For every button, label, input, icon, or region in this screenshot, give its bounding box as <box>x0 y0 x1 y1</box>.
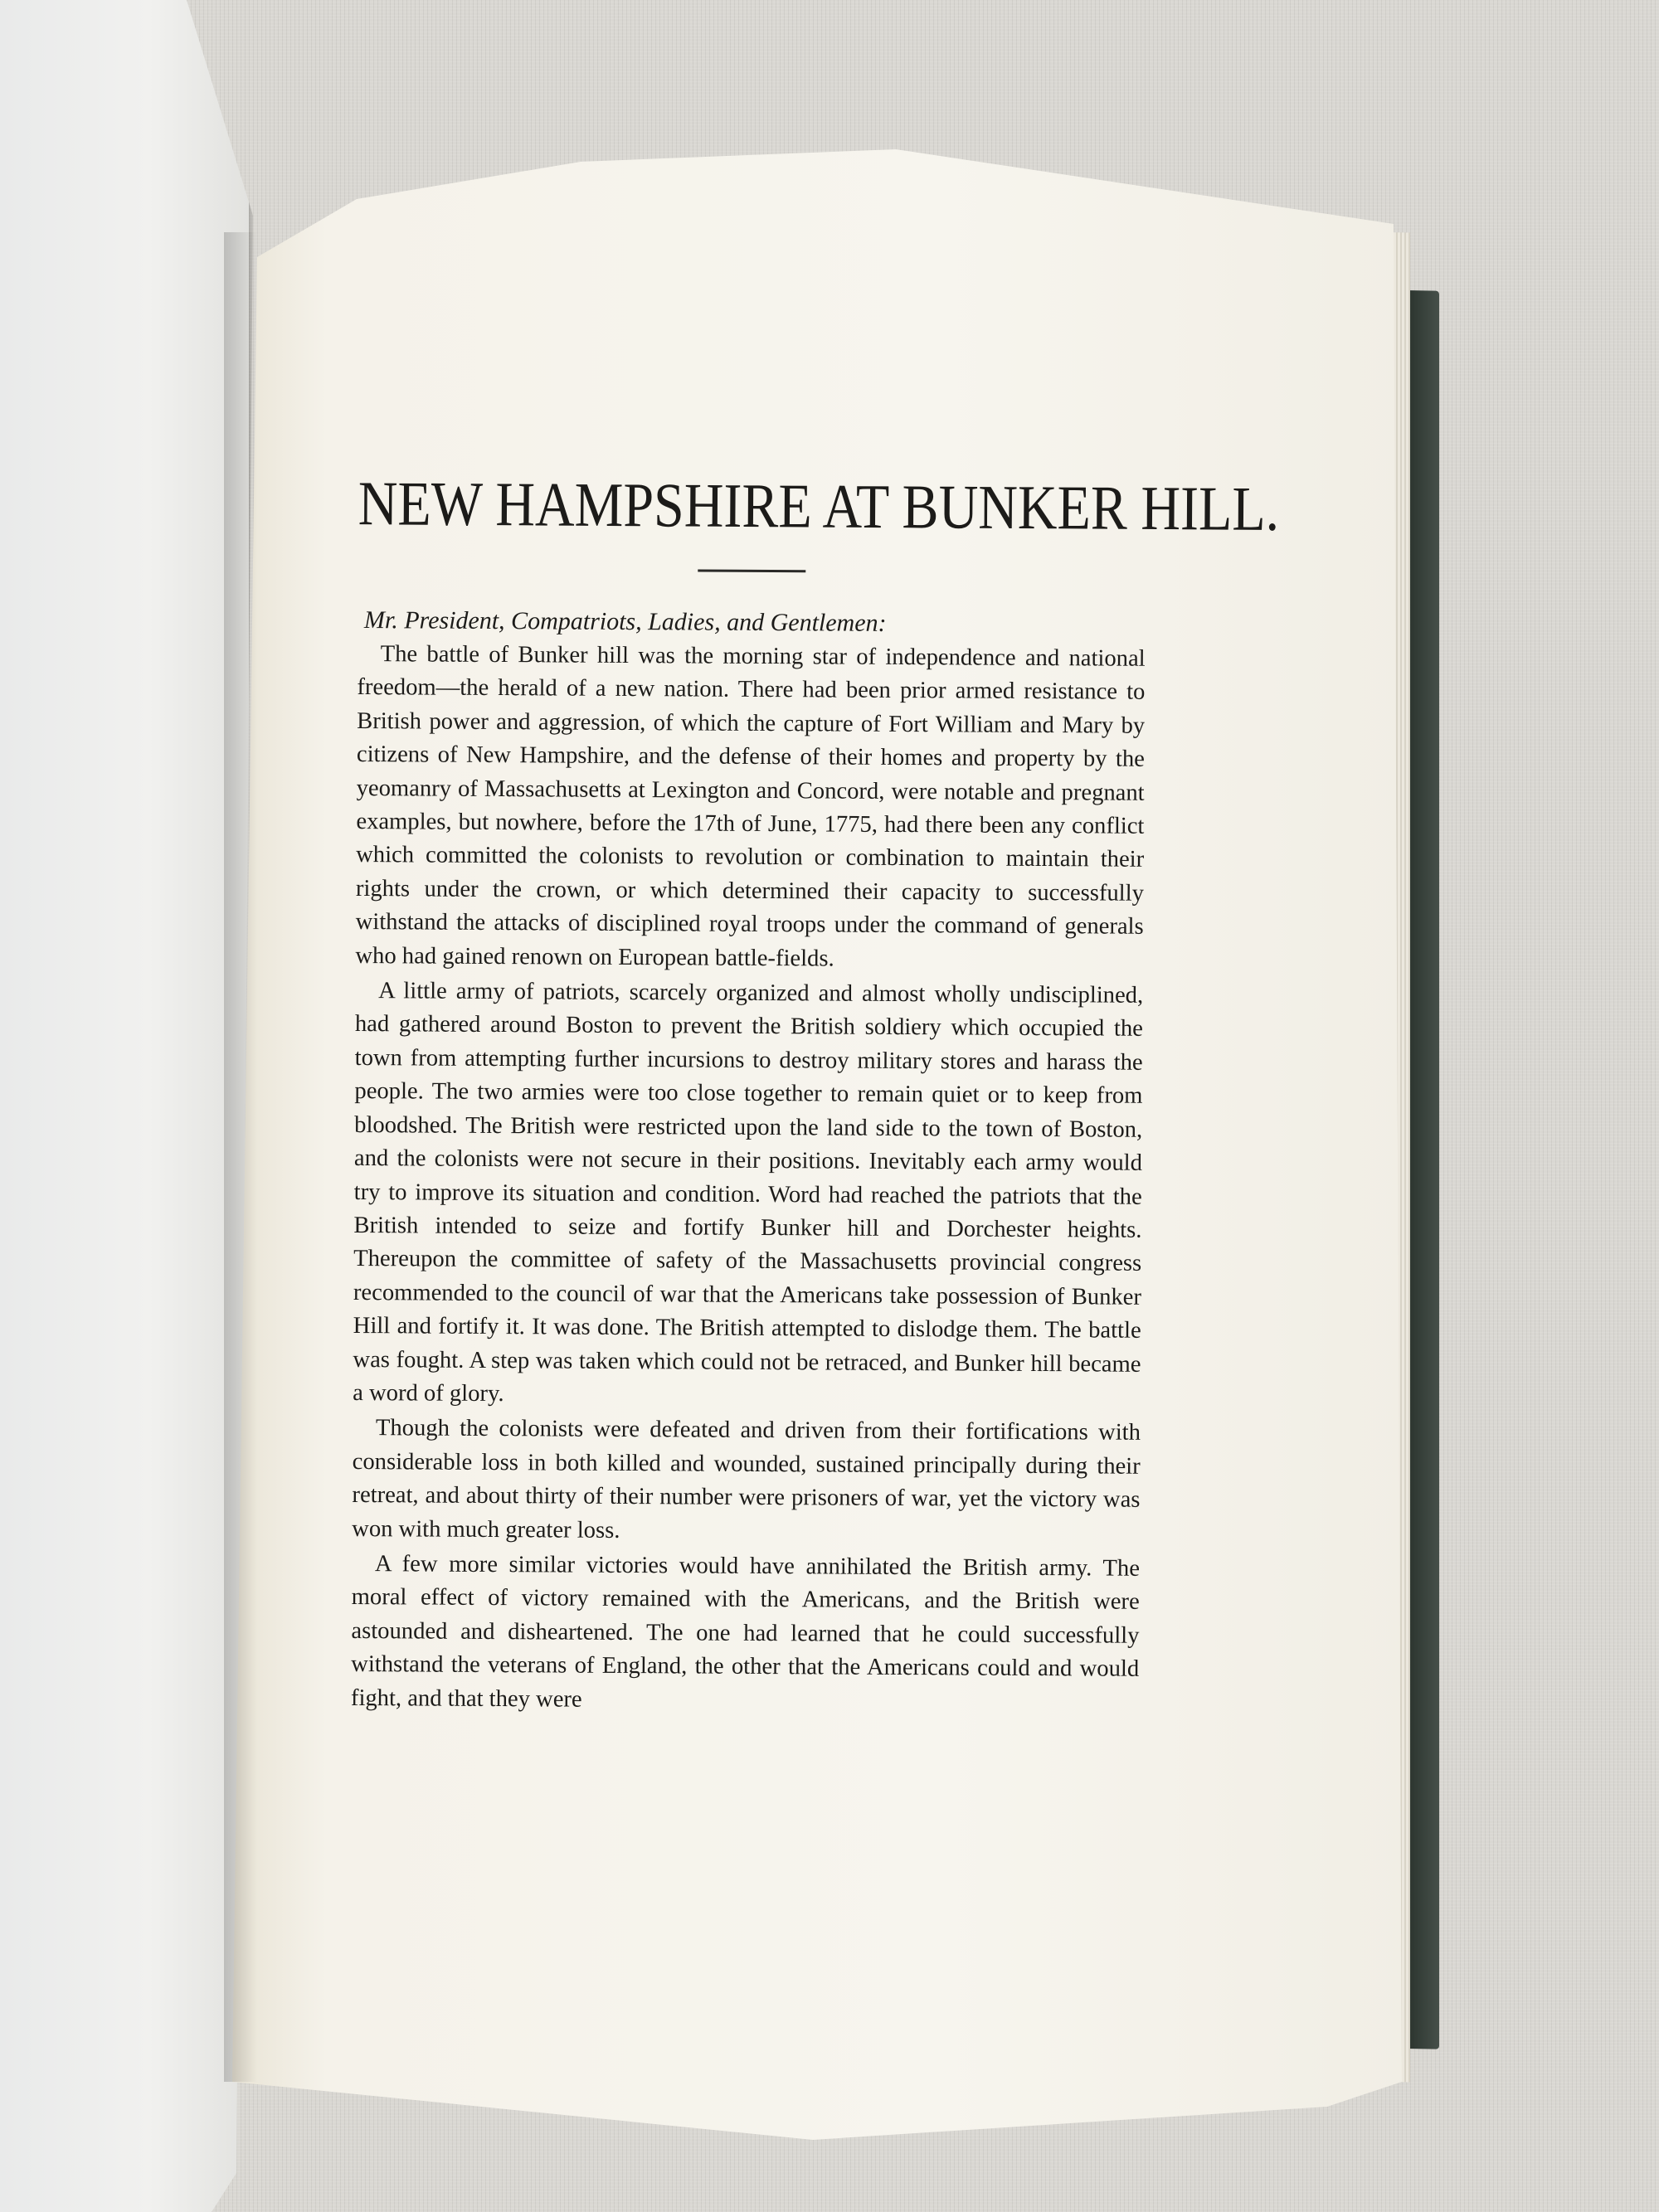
gutter-shadow <box>224 232 257 2082</box>
paragraph-4: A few more similar victories would have annihilated the British army. The moral effect of victory remained with the Americans, and the British were astounded and disheartened. The one had learned that he could successfully withstand the veterans of England, the other that the Americans could and would fight, and that they were <box>350 1551 1141 1713</box>
title-divider <box>698 570 805 573</box>
page-title: NEW HAMPSHIRE AT BUNKER HILL. <box>358 469 1280 545</box>
paragraph-1: The battle of Bunker hill was the morning star of independence and national freedom—the herald of a new nation. There had been prior armed resistance to British power and aggression, of which the capture of Fort William and Mary by citizens of New Hampshire, and the defense of their homes and property by the yeomanry of Massachusetts at Lexington and Concord, were notable and pregnant examples, but nowhere, before the 17th of June, 1775, had there been any conflict which committed the colonists to revolution or combination to maintain their rights under the crown, or which determined their capacity to successfully withstand the attacks of disciplined royal troops under the command of generals who had gained renown on European battle-fields. <box>355 641 1146 972</box>
page-content <box>350 469 1280 1722</box>
left-page <box>0 0 249 2212</box>
paragraph-3: Though the colonists were defeated and driven from their fortifications with considerable loss in both killed and wounded, sustained principally during their retreat, and about thirty of their number were prisoners of war, yet the victory was won with much greater loss. <box>352 1415 1141 1544</box>
salutation: Mr. President, Compatriots, Ladies, and Gentlemen: <box>363 606 887 637</box>
paragraph-2: A little army of patriots, scarcely organized and almost wholly undisciplined, had gathered around Boston to prevent the British soldiery which occupied the town from attempting further incursions to destroy military stores and harass the people. The two armies were too close together to remain quiet or to keep from bloodshed. The British were restricted upon the land side to the town of Boston, and the colonists were not secure in their positions. Inevitably each army would try to improve its situation and condition. Word had reached the patriots that the British intended to seize and fortify Bunker hill and Dorchester heights. Thereupon the committee of safety of the Massachusetts provincial congress recommended to the council of war that the Americans take possession of Bunker Hill and fortify it. It was done. The British attempted to dislodge them. The battle was fought. A step was taken which could not be retraced, and Bunker hill became a word of glory. <box>353 978 1144 1407</box>
